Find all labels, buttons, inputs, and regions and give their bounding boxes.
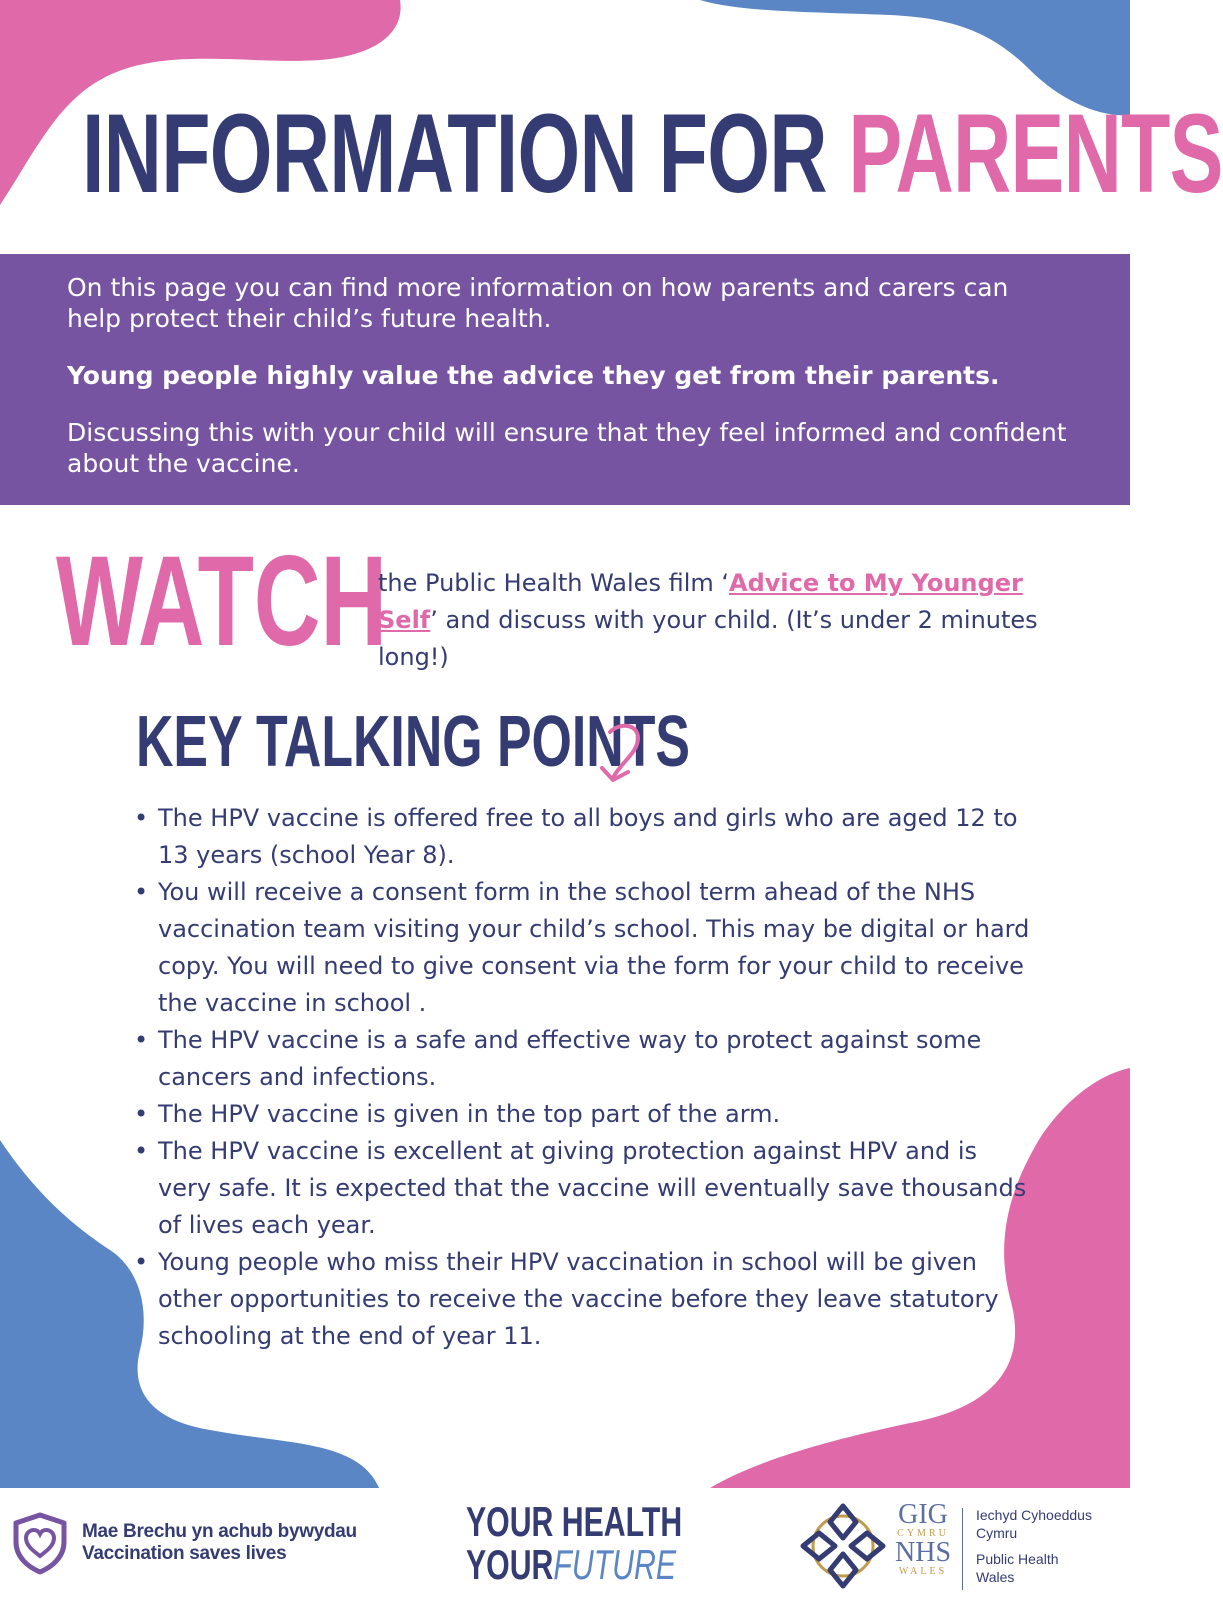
list-item: [132, 1133, 1032, 1244]
yhyf-future: FUTURE: [553, 1541, 677, 1588]
list-item: [132, 874, 1032, 1022]
vaccination-logo: [12, 1512, 357, 1574]
phw-english-line1: Public Health: [976, 1551, 1059, 1567]
key-points-heading: KEY TALKING POINTS: [136, 702, 690, 782]
list-item: [132, 1022, 1032, 1096]
intro-paragraph-1: On this page you can find more information on how parents and carers can help protect their child’s future health.: [67, 273, 1009, 333]
list-item: [132, 1244, 1032, 1355]
watch-description: [378, 565, 1078, 676]
phw-english-line2: Wales: [976, 1569, 1015, 1585]
page-title-part2: PARENTS: [848, 91, 1223, 216]
key-points-list: [132, 800, 1032, 1355]
footer-english-slogan: Vaccination saves lives: [82, 1543, 287, 1564]
footer-welsh-slogan: Mae Brechu yn achub bywydau: [82, 1521, 357, 1542]
list-item-text: The HPV vaccine is given in the top part of the arm.: [158, 1100, 781, 1128]
public-health-wales-wordmark: [976, 1506, 1092, 1586]
nhs-wales-emblem-icon: [798, 1500, 888, 1592]
bullet-icon: •: [134, 878, 149, 906]
watch-text-after: ’ and discuss with your child. (It’s under 2 minutes long!): [378, 606, 1038, 671]
list-item-text: The HPV vaccine is excellent at giving protection against HPV and is very safe. It is expected that the vaccine will eventually save thousands of lives each year.: [158, 1137, 1027, 1239]
cymru-text: CYMRU: [897, 1528, 949, 1539]
curved-arrow-icon: [600, 718, 646, 790]
page-title-part1: INFORMATION FOR: [82, 91, 849, 216]
list-item-text: The HPV vaccine is a safe and effective way to protect against some cancers and infections.: [158, 1026, 982, 1091]
intro-panel: [0, 254, 1130, 505]
footer-divider: [962, 1508, 963, 1590]
watch-heading: WATCH: [56, 530, 388, 673]
bullet-icon: •: [134, 1100, 149, 1128]
film-link[interactable]: Advice to My Younger Self: [378, 569, 1023, 634]
intro-paragraph-2: Young people highly value the advice they get from their parents.: [67, 361, 1000, 390]
watch-text-before: the Public Health Wales film ‘: [378, 569, 729, 597]
your-health-your-future-logo: [466, 1500, 682, 1586]
bullet-icon: •: [134, 1248, 149, 1276]
list-item: [132, 800, 1032, 874]
nhs-text: NHS: [895, 1537, 952, 1568]
list-item-text: Young people who miss their HPV vaccination in school will be given other opportunities to receive the vaccine before they leave statutory schooling at the end of year 11.: [158, 1248, 999, 1350]
wales-text: WALES: [898, 1566, 948, 1577]
bullet-icon: •: [134, 1026, 149, 1054]
list-item: [132, 1096, 1032, 1133]
list-item-text: The HPV vaccine is offered free to all boys and girls who are aged 12 to 13 years (school Year 8).: [158, 804, 1018, 869]
phw-welsh-line2: Cymru: [976, 1525, 1018, 1541]
shield-heart-icon: [12, 1512, 68, 1574]
gig-text: GIG: [898, 1499, 948, 1530]
page-title: [82, 91, 1223, 216]
gig-nhs-wordmark: [895, 1499, 952, 1578]
intro-paragraph-3: Discussing this with your child will ensure that they feel informed and confident about the vaccine.: [67, 418, 1067, 478]
bullet-icon: •: [134, 804, 149, 832]
yhyf-line1: YOUR HEALTH: [466, 1498, 683, 1545]
phw-welsh-line1: Iechyd Cyhoeddus: [976, 1507, 1092, 1523]
list-item-text: You will receive a consent form in the school term ahead of the NHS vaccination team visiting your child’s school. This may be digital or hard copy. You will need to give consent via the form for your child to receive the vaccine in school .: [158, 878, 1030, 1017]
yhyf-your: YOUR: [466, 1541, 554, 1588]
bullet-icon: •: [134, 1137, 149, 1165]
